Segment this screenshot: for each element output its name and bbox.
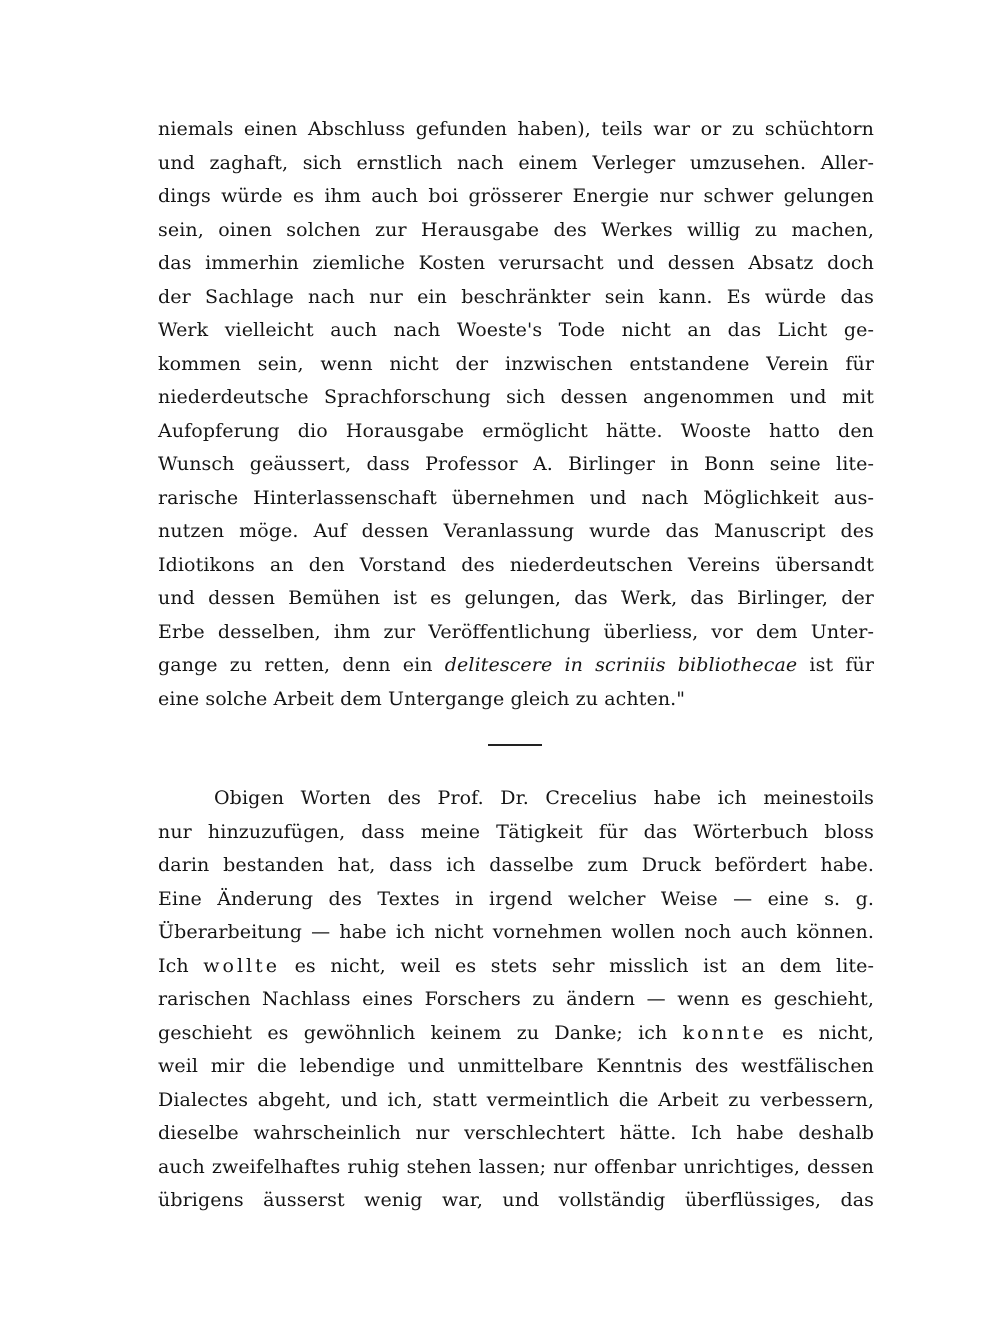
text-line: Aufopferung dio Horausgabe ermöglicht hätte. Wooste hatto den [158, 419, 874, 442]
text-line: darin bestanden hat, dass ich dasselbe zum Druck befördert habe. [158, 854, 874, 876]
text-run: es nicht, [766, 1021, 874, 1044]
text-run: Ich [158, 954, 204, 977]
text-line [158, 649, 874, 683]
paragraph-2 [158, 782, 874, 1218]
section-divider [488, 744, 542, 746]
text-line: eine solche Arbeit dem Untergange gleich zu achten." [158, 687, 686, 710]
text-line [158, 1017, 874, 1051]
text-line: übrigens äusserst wenig war, und vollständig überflüssiges, das [158, 1189, 874, 1211]
text-line: niemals einen Abschluss gefunden haben), teils war or zu schüchtorn [158, 118, 874, 140]
text-line: dings würde es ihm auch boi grösserer Energie nur schwer gelungen [158, 185, 874, 207]
text-line: sein, oinen solchen zur Herausgabe des Werkes willig zu machen, [158, 218, 874, 241]
text-line: niederdeutsche Sprachforschung sich dessen angenommen und mit [158, 386, 874, 408]
text-line: rarische Hinterlassenschaft übernehmen und nach Möglichkeit aus- [158, 486, 874, 509]
text-line: Eine Änderung des Textes in irgend welcher Weise — eine s. g. [158, 887, 874, 910]
text-line: Werk vielleicht auch nach Woeste's Tode nicht an das Licht ge- [158, 319, 874, 341]
paragraph-1 [158, 113, 874, 716]
text-line: weil mir die lebendige und unmittelbare Kenntnis des westfälischen [158, 1055, 874, 1077]
text-line: der Sachlage nach nur ein beschränkter sein kann. Es würde das [158, 285, 874, 308]
text-run: es nicht, weil es stets sehr misslich ist an dem lite- [280, 954, 874, 977]
text-line: Erbe desselben, ihm zur Veröffentlichung überliess, vor dem Unter- [158, 620, 874, 643]
text-line: und dessen Bemühen ist es gelungen, das Werk, das Birlinger, der [158, 587, 874, 609]
text-line: nur hinzuzufügen, dass meine Tätigkeit für das Wörterbuch bloss [158, 820, 874, 843]
text-run: geschieht es gewöhnlich keinem zu Danke; ich [158, 1021, 683, 1044]
emphasized-word: wollte [203, 954, 280, 977]
text-line: rarischen Nachlass eines Forschers zu ändern — wenn es geschieht, [158, 988, 874, 1010]
latin-phrase: delitescere in scriniis bibliothecae [444, 654, 798, 676]
text-line: Wunsch geäussert, dass Professor A. Birlinger in Bonn seine lite- [158, 453, 874, 475]
text-line: Dialectes abgeht, und ich, statt vermeintlich die Arbeit zu verbessern, [158, 1088, 874, 1111]
text-line: nutzen möge. Auf dessen Veranlassung wurde das Manuscript des [158, 520, 874, 542]
text-line: auch zweifelhaftes ruhig stehen lassen; nur offenbar unrichtiges, dessen [158, 1155, 874, 1178]
text-line: Überarbeitung — habe ich nicht vornehmen wollen noch auch können. [158, 921, 874, 943]
text-run: ist für [797, 654, 874, 676]
text-run: gange zu retten, denn ein [158, 654, 445, 676]
text-line: dieselbe wahrscheinlich nur verschlechtert hätte. Ich habe deshalb [158, 1122, 874, 1144]
emphasized-word: konnte [682, 1021, 767, 1044]
text-line: kommen sein, wenn nicht der inzwischen entstandene Verein für [158, 352, 874, 375]
text-line [158, 950, 874, 984]
text-line: Idiotikons an den Vorstand des niederdeutschen Vereins übersandt [158, 553, 874, 576]
text-line: Obigen Worten des Prof. Dr. Crecelius habe ich meinestoils [214, 787, 874, 809]
text-line: das immerhin ziemliche Kosten verursacht und dessen Absatz doch [158, 252, 874, 274]
text-line: und zaghaft, sich ernstlich nach einem Verleger umzusehen. Aller- [158, 151, 874, 174]
